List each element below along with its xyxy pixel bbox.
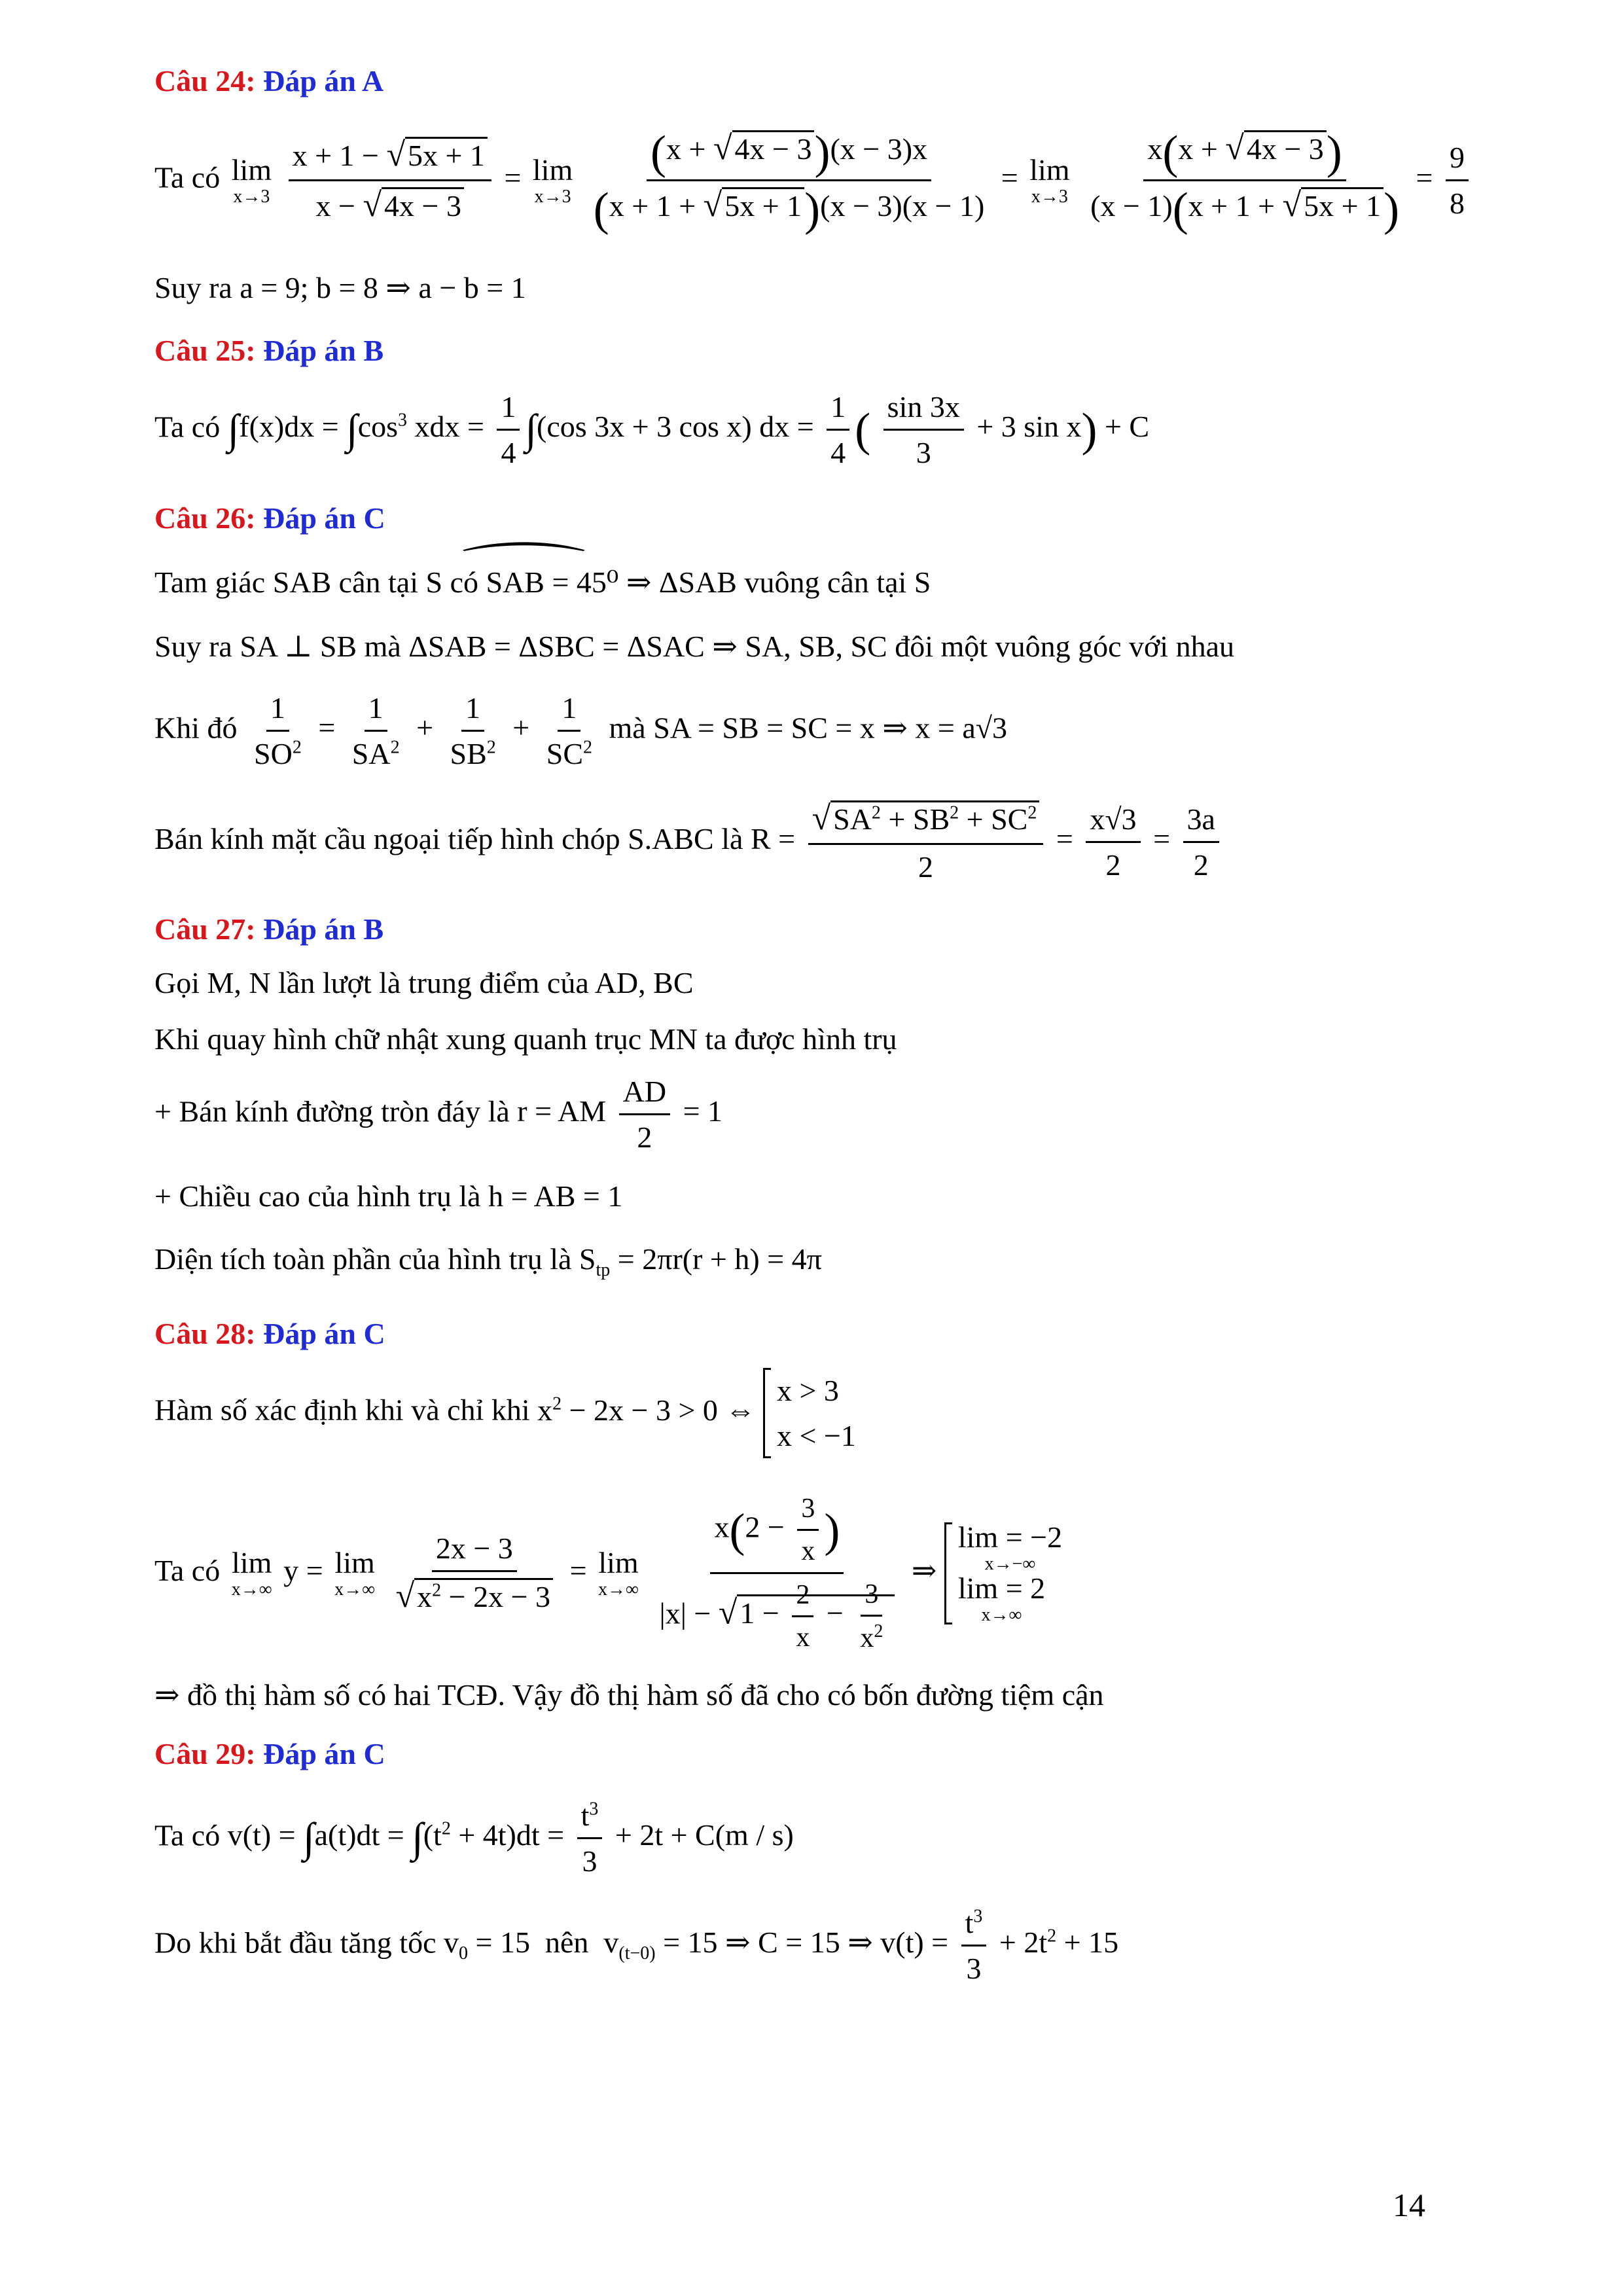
q28-lim1-sub: x→−∞ (984, 1554, 1036, 1575)
q25-line1 (154, 389, 1149, 471)
q27-line2: Khi quay hình chữ nhật xung quanh trục MN ta được hình trụ (154, 1022, 897, 1056)
q28-line3: ⇒ đồ thị hàm số có hai TCĐ. Vậy đồ thị hàm số đã cho có bốn đường tiệm cận (154, 1678, 1104, 1712)
q27-label: Câu 27: (154, 912, 256, 946)
q28-lim2: lim = 2 (957, 1571, 1046, 1605)
q26-line3-prefix: Khi đó (154, 711, 238, 745)
q28-limit-cases (944, 1522, 1062, 1624)
q29-line2-math: $v_0 = 15$ nên $v_{(t-0)} = 15$ ⇒ C = 15 ⇒ v(t) = $\frac{t^3}{3}$ + $2t^2 + 15$ (444, 1906, 1119, 1986)
q28-line1 (154, 1368, 856, 1458)
q28-line2-prefix: Ta có (154, 1553, 221, 1587)
q28-cases (763, 1368, 856, 1458)
q26-line4-math: R = $\frac{√SA^2 + SB^2 + SC^2}{2}$ = $\frac{x√3}{2}$ = $\frac{3a}{2}$ (751, 822, 1224, 855)
q29-line1-prefix: Ta có (154, 1818, 221, 1852)
q28-header (154, 1316, 385, 1352)
q26-line1-rest: = 45⁰ ⇒ ΔSAB vuông cân tại S (552, 565, 931, 599)
q26-header (154, 500, 385, 536)
q24-answer: Đáp án A (263, 64, 384, 98)
q27-line5-prefix: Diện tích toàn phần của hình trụ là (154, 1242, 572, 1276)
q26-line3-mid: mà (609, 711, 646, 745)
q26-label: Câu 26: (154, 501, 256, 535)
q25-line1-math: $\int f(x)dx = \int\cos^3$ xdx = $\frac{1}{4}$ ∫(cos 3x + 3 cos x) dx = $\frac{1}{4}$ ( $\frac{\sin 3x}{3}$ + 3 sin x) + C (227, 390, 1150, 470)
q29-label: Câu 29: (154, 1737, 256, 1770)
q24-line1-prefix: Ta có (154, 160, 221, 194)
q26-line3-rest: SA = SB = SC = x ⇒ x = a√3 (653, 711, 1007, 745)
q24-line1-math: lim x→3 $\frac{x + 1 - √5x + 1}{x - √4x - 3}$ = lim x→3 $\frac{(x + √4x - 3)(x - 3)x}{(x + 1 + √5x + 1)(x - 3)(x - 1)}$ = lim x→3 $\frac{x(x + √4x - 3)}{(x - 1)(x + 1 + √5x + 1)}$ = $\frac{9}{8}$ (228, 161, 1474, 194)
q29-line2 (154, 1905, 1118, 1986)
q28-line1-math: $x^2 - 2x - 3 > 0$ ⇔ (537, 1393, 756, 1427)
q27-line3-prefix: + Bán kính đường tròn đáy là (154, 1094, 510, 1128)
q26-line4-prefix: Bán kính mặt cầu ngoại tiếp hình chóp S.ABC là (154, 821, 743, 855)
q28-label: Câu 28: (154, 1317, 256, 1350)
q26-angle: ⌒ SAB (486, 564, 544, 600)
q27-line3-math: r = AM $\frac{AD}{2}$ = 1 (517, 1075, 723, 1155)
q27-header (154, 911, 383, 947)
q26-line3 (154, 690, 1007, 772)
q24-line2: Suy ra a = 9; b = 8 ⇒ a − b = 1 (154, 271, 526, 304)
q27-line4: + Chiều cao của hình trụ là h = AB = 1 (154, 1179, 623, 1213)
q24-line1 (154, 126, 1474, 236)
q27-line1: Gọi M, N lần lượt là trung điểm của AD, BC (154, 966, 694, 999)
q29-line2-prefix: Do khi bắt đầu tăng tốc (154, 1926, 437, 1960)
q25-label: Câu 25: (154, 334, 256, 367)
q28-case2: x < −1 (776, 1419, 856, 1452)
q27-line5-math: $S_{tp} = 2\pi r(r + h) = 4\pi$ (579, 1242, 822, 1281)
q27-answer: Đáp án B (263, 912, 384, 946)
q26-line2: Suy ra SA ⊥ SB mà ΔSAB = ΔSBC = ΔSAC ⇒ SA, SB, SC đôi một vuông góc với nhau (154, 630, 1235, 663)
q27-line3 (154, 1073, 722, 1155)
q28-case1: x > 3 (776, 1374, 839, 1407)
q24-label: Câu 24: (154, 64, 256, 98)
q26-answer: Đáp án C (263, 501, 385, 535)
q24-header (154, 63, 383, 99)
q28-answer: Đáp án C (263, 1317, 385, 1350)
q26-line4 (154, 798, 1224, 886)
q29-line1-math: $v(t) = \int a(t)dt = \int(t^2 + 4t)dt$ = $\frac{t^3}{3}$ + 2t + C(m / s) (227, 1799, 794, 1878)
q26-line3-math: $\frac{1}{SO^2}$ = $\frac{1}{SA^2}$ + $\frac{1}{SB^2}$ + $\frac{1}{SC^2}$ (254, 691, 593, 771)
q29-answer: Đáp án C (263, 1737, 385, 1770)
q25-line1-prefix: Ta có (154, 410, 221, 444)
q25-header (154, 332, 383, 368)
q25-answer: Đáp án B (263, 334, 384, 367)
q29-header (154, 1736, 385, 1772)
q28-line1-prefix: Hàm số xác định khi và chỉ khi (154, 1393, 530, 1427)
q28-line2-math: lim x→∞ y = lim x→∞ $\frac{2x - 3}{√x^2 - 2x - 3}$ = lim x→∞ x(2 − $\frac{3}{x}$ ) |x| − √1 − $\frac{2}{x}$ − $\frac{3}{x^2}$ ⇒ (231, 1494, 944, 1654)
q28-lim1: lim = −2 (957, 1520, 1063, 1554)
q26-line1-prefix: Tam giác SAB cân tại S có (154, 565, 478, 599)
page-number: 14 (1393, 2187, 1425, 2223)
q27-line5 (154, 1241, 822, 1282)
q28-line2 (154, 1492, 1062, 1655)
q28-lim2-sub: x→∞ (981, 1605, 1022, 1626)
q26-line1 (154, 564, 931, 600)
q29-line1 (154, 1797, 794, 1879)
